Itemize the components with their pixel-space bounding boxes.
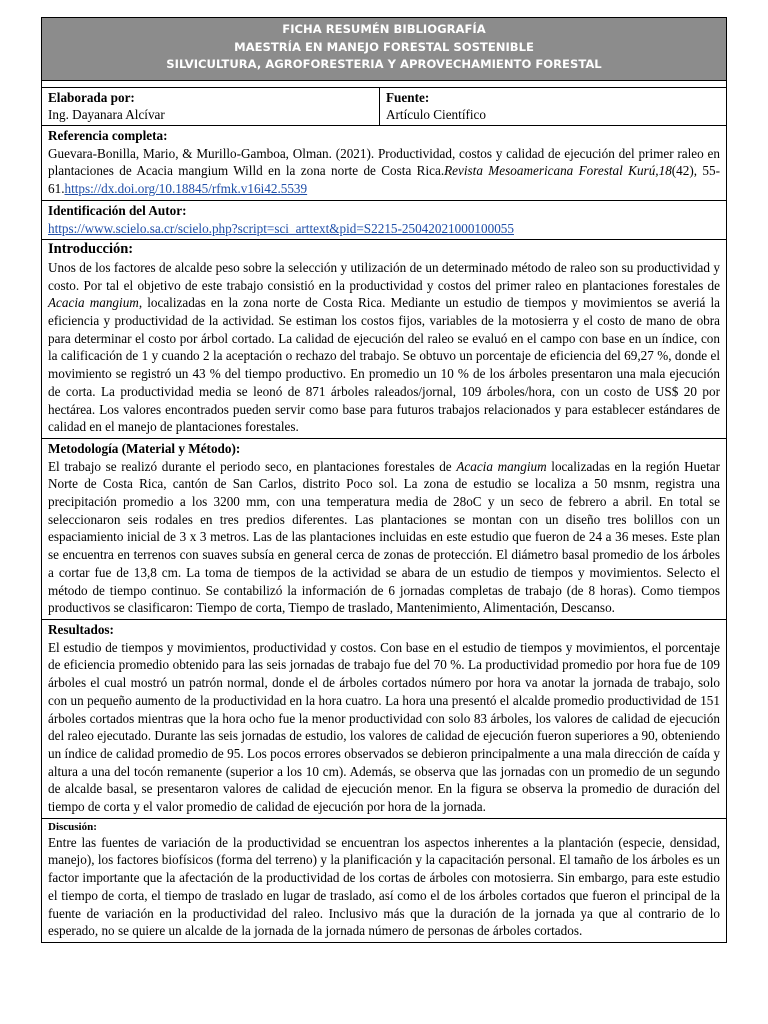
resultados-text: El estudio de tiempos y movimientos, productividad y costos. Con base en el estudio de tiempos y movimientos, el porcentaje de eficiencia promedio obtenido para las seis jornadas de trabajo fue del 70 %. La productividad promedio por hora fue de 109 árboles el cual mostró un patrón normal, donde el de árboles cortados número por hora va anotar la jornada de trabajo, solo con un pequeño aumento de la productividad en la hora cuatro. La hora una presentó el alcalde promedio productividad de 151 árboles cortados mientras que la hora ocho fue la menor productividad con solo 83 árboles, los valores de calidad de ejecución del raleo ejecutado. Durante las seis jornadas de estudio, los valores de calidad de ejecución fueron superiores a 90, obteniendo un índice de calidad promedio de 95. Los pocos errores observados se debieron principalmente a una mala dirección de caída y altura a una del tocón remanente (superior a los 10 cm). Además, se observa que las jornadas con un promedio de un segundo de alcalde basal, se presentaron valores de calidad de ejecución menor. En la figura se observa la promedio de duración del tiempo de corta y el valor promedio de calidad de ejecución por hora de la jornada. xyxy=(48,639,720,815)
author-source-row xyxy=(42,88,726,126)
header-spacer xyxy=(42,81,726,88)
metodologia-section xyxy=(42,439,726,620)
header-program: MAESTRÍA EN MANEJO FORESTAL SOSTENIBLE xyxy=(234,39,534,54)
autor-section xyxy=(42,201,726,240)
summary-sheet xyxy=(41,17,727,943)
metodologia-text-2: localizadas en la región Huetar Norte de Costa Rica, cantón de San Carlos, distrito Poco sol. La zona de estudio se localiza a 50 msnm, registra una precipitación promedio a los 3200 mm, con una temperatura media de 28oC y un seco de febrero a abril. En total se seleccionaron seis rodales en tres predios diferentes. Las plantaciones se montan con un diseño tres bolillos con un espaciamiento inicial de 3 x 3 metros. Las de las plantaciones incluidas en este estudio que fueron de 24 a 36 meses. Este plan se encuentra en terrenos con suaves subsía en general cerca de zonas de protección. El diámetro basal promedio de los árboles a cortar fue de 13,8 cm. La toma de tiempos de la actividad se abara de un estudio de tiempos y movimientos. Selecto el método de tiempo continuo. Se contabilizó la información de 6 jornadas completas de trabajo (de 8 horas). Como tiempos productivos se clasificaron: Tiempo de corta, Tiempo de traslado, Mantenimiento, Alimentación, Descanso. xyxy=(48,458,720,616)
metodologia-species: Acacia mangium xyxy=(456,458,547,474)
elaborada-value: Ing. Dayanara Alcívar xyxy=(48,107,165,122)
resultados-label: Resultados: xyxy=(48,621,114,637)
header-title: FICHA RESUMÉN BIBLIOGRAFÍA xyxy=(282,22,486,36)
discusion-label: Discusión: xyxy=(48,820,97,833)
referencia-doi-link[interactable]: https://dx.doi.org/10.18845/rfmk.v16i42.5539 xyxy=(64,181,308,197)
discusion-section xyxy=(42,819,726,942)
resultados-section xyxy=(42,620,726,819)
referencia-section xyxy=(42,126,726,201)
autor-label: Identificación del Autor: xyxy=(48,202,187,218)
metodologia-label: Metodología (Material y Método): xyxy=(48,440,241,456)
referencia-rest: (42), 55-61. xyxy=(48,163,720,197)
metodologia-text-1: El trabajo se realizó durante el periodo seco, en plantaciones forestales de xyxy=(48,458,457,474)
autor-url-link[interactable]: https://www.scielo.sa.cr/scielo.php?script=sci_arttext&pid=S2215-25042021000100055 xyxy=(48,220,514,236)
referencia-label: Referencia completa: xyxy=(48,128,168,143)
introduccion-label: Introducción: xyxy=(48,241,134,258)
referencia-journal: Revista Mesoamericana Forestal Kurú xyxy=(444,163,656,179)
referencia-volume: ,18 xyxy=(655,163,672,179)
fuente-label: Fuente: xyxy=(386,90,430,105)
elaborada-cell xyxy=(42,88,380,125)
sheet-header xyxy=(42,18,726,81)
introduccion-species: Acacia mangium xyxy=(48,295,139,311)
introduccion-text-2: , localizadas en la zona norte de Costa Rica. Mediante un estudio de tiempos y movimientos se averiá la eficiencia y productividad de la actividad. Se estiman los costos fijos, variables de la motosierra y el costo de mano de obra para determinar el costo por árbol cortado. La calidad de ejecución del raleo se evaluó en el campo con base en un índice, con la calificación de 1 y cuando 2 la aceptación o rechazo del trabajo. Se obtuvo un porcentaje de eficiencia del 69,27 %, donde el movimiento se registró un 43 % del tiempo productivo. En promedio un 10 % de los árboles presentaron una mala ejecución de corta. La productividad media se leonó de 871 árboles raleados/jornal, 109 árboles/hora, con un costo de US$ 20 por hectárea. Los valores encontrados pueden servir como base para futuros trabajos relacionados y para establecer estándares de calidad en el manejo de plantaciones forestales. xyxy=(48,295,720,435)
header-course: SILVICULTURA, AGROFORESTERIA Y APROVECHAMIENTO FORESTAL xyxy=(166,57,602,71)
fuente-cell xyxy=(380,88,726,125)
fuente-value: Artículo Científico xyxy=(386,107,486,122)
elaborada-label: Elaborada por: xyxy=(48,90,135,105)
discusion-text: Entre las fuentes de variación de la productividad se encuentran los aspectos inherentes a la plantación (especie, densidad, manejo), los factores biofísicos (forma del terreno) y la planificación y la capacitación personal. El tamaño de los árboles es un factor importante que la afectación de la productividad de los cortas de árboles con motosierra. Sin embargo, para este estudio el tiempo de corta, el tiempo de traslado en lugar de traslado, así como el de los árboles cortados que fueron el principal de la fuente de variación en la productividad del raleo. Inclusivo más que la duración de la jornada ya que al contrario de lo esperado, no se quiere un alcalde de la jornada de la jornada número de personas de árboles cortados. xyxy=(48,834,720,939)
introduccion-text-1: Unos de los factores de alcalde peso sobre la selección y utilización de un determinado método de raleo son su productividad y costo. Por tal el objetivo de este trabajo consistió en la productividad y costos del primer raleo en plantaciones forestales de xyxy=(48,259,720,293)
introduccion-section xyxy=(42,240,726,439)
referencia-text: Guevara-Bonilla, Mario, & Murillo-Gamboa, Olman. (2021). Productividad, costos y calidad de ejecución del primer raleo en plantaciones de Acacia mangium Willd en la zona norte de Costa Rica. xyxy=(48,145,720,179)
